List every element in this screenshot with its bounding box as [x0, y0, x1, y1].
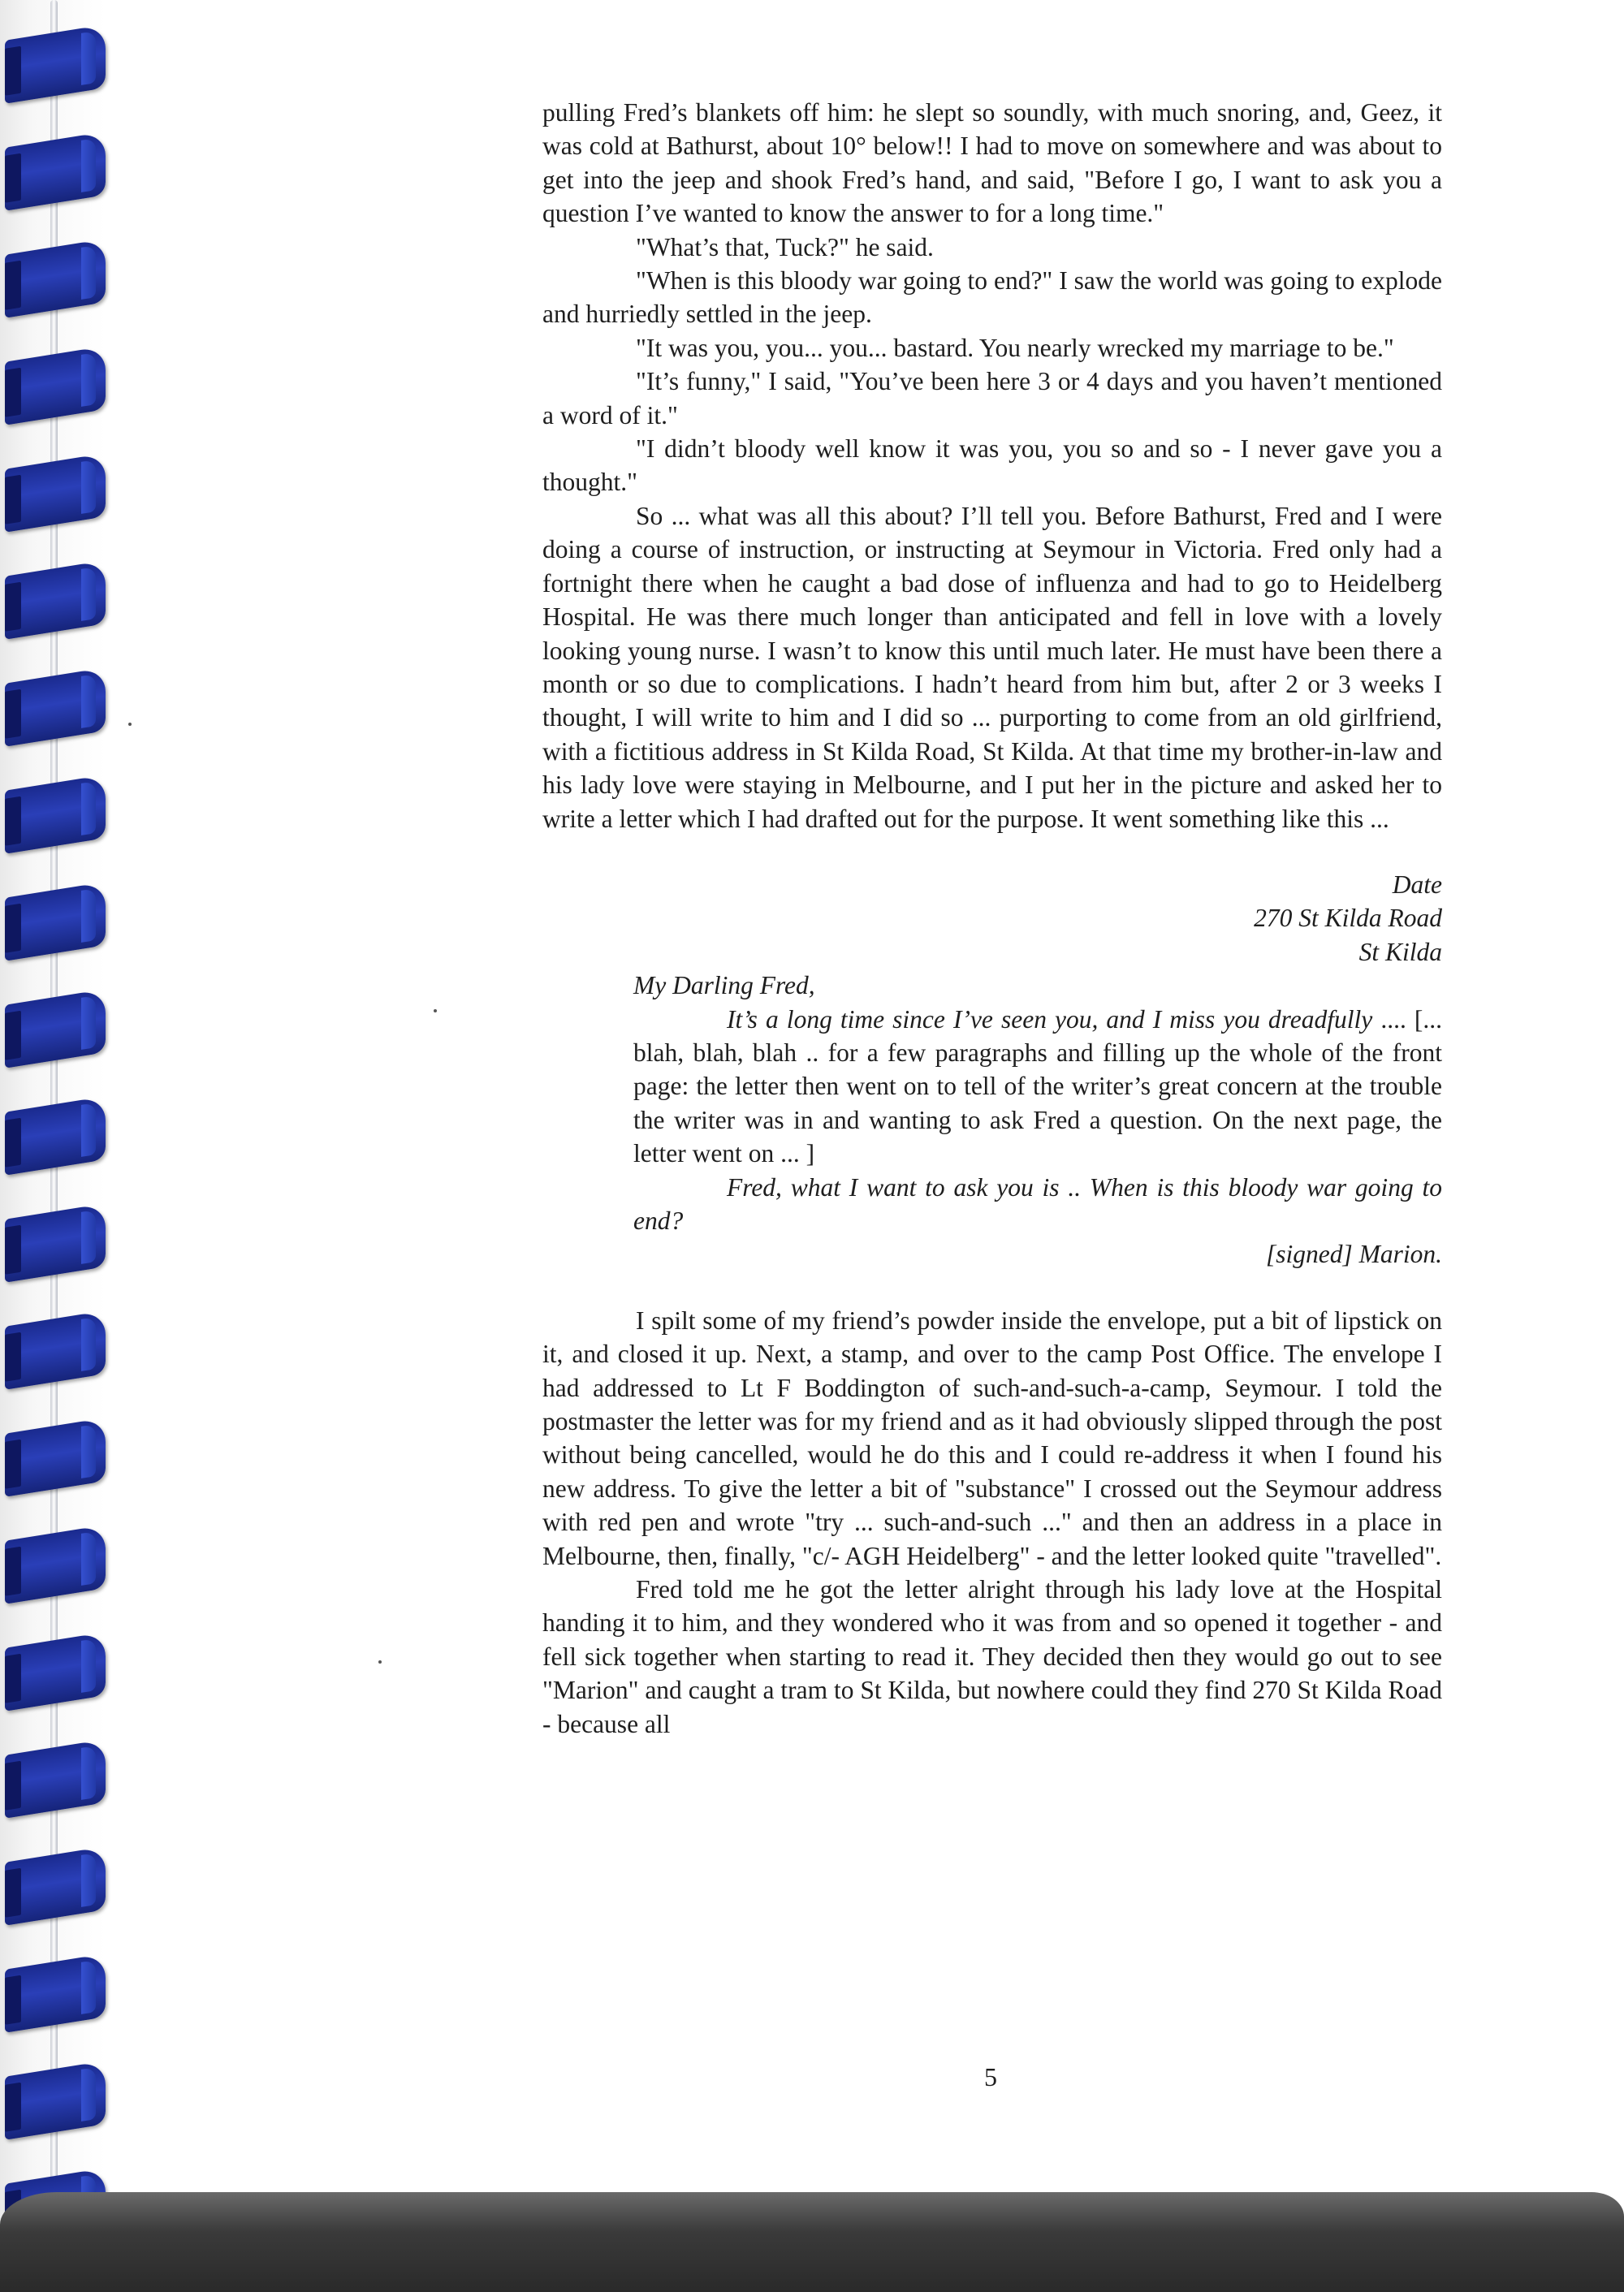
- letter-body-note: .... [... blah, blah, blah .. for a few paragraphs and filling up the whole of the front page: the letter then went on to tell of the writer’s great concern at the trouble the writer was in and wanting to ask Fred a question. On the next page, the letter went on ... ]: [633, 1004, 1442, 1168]
- binding-coil: [5, 1203, 106, 1283]
- binding-coil: [5, 1632, 106, 1711]
- binding-coil: [5, 239, 106, 318]
- binding-coil: [5, 453, 106, 533]
- paragraph: Fred told me he got the letter alright through his lady love at the Hospital handing it to him, and they wondered who it was from and so opened it together - and fell sick together when starting to read it. They decided then they would go out to see "Marion" and caught a tram to St Kilda, but nowhere could they find 270 St Kilda Road - because all: [542, 1575, 1442, 1738]
- paragraph: "When is this bloody war going to end?" I saw the world was going to explode and hurriedly settled in the jeep.: [542, 266, 1442, 329]
- binding-coil: [5, 1739, 106, 1819]
- binding-coil: [5, 1096, 106, 1176]
- binding-coil: [5, 560, 106, 640]
- letter-question: Fred, what I want to ask you is .. When is this bloody war going to end?: [633, 1172, 1442, 1235]
- paragraph: pulling Fred’s blankets off him: he slept so soundly, with much snoring, and, Geez, it was cold at Bathurst, about 10° below!! I had to move on somewhere and was about to get into the jeep and shook Fred’s hand, and said, "Before I go, I want to ask you a question I’ve wanted to know the answer to for a long time.": [542, 98, 1442, 228]
- binding-coil: [5, 2061, 106, 2140]
- letter-body-block: [633, 969, 1442, 1271]
- spiral-binding: [0, 0, 122, 2292]
- paragraph: I spilt some of my friend’s powder inside the envelope, put a bit of lipstick on it, and closed it up. Next, a stamp, and over to the camp Post Office. The envelope I had addressed to Lt F Boddington of such-and-such-a-camp, Seymour. I told the postmaster the letter was for my friend and as it had obviously slipped through the post without being cancelled, would he do this and I could re-address it when I found his new address. To give the letter a bit of "substance" I crossed out the Seymour address with red pen and wrote "try ... such-and-such ..." and then an address in a place in Melbourne, then, finally, "c/- AGH Heidelberg" - and the letter looked quite "travelled".: [542, 1306, 1442, 1570]
- binding-coil: [5, 1953, 106, 2033]
- binding-coil: [5, 989, 106, 1068]
- binding-coil: [5, 775, 106, 854]
- binding-coil: [5, 346, 106, 425]
- paper-speck: [378, 1660, 382, 1664]
- page-number: 5: [984, 2062, 997, 2091]
- binding-coil: [5, 667, 106, 747]
- letter-body-italic: It’s a long time since I’ve seen you, and I miss you dreadfully: [727, 1004, 1373, 1034]
- paragraph: "I didn’t bloody well know it was you, you so and so - I never gave you a thought.": [542, 434, 1442, 497]
- paper-speck: [434, 1009, 437, 1012]
- letter-salutation: My Darling Fred,: [633, 971, 815, 1000]
- letter-date: Date: [1392, 870, 1442, 899]
- letter-signature: [signed] Marion.: [1265, 1240, 1442, 1269]
- letter-address-line: 270 St Kilda Road: [1254, 904, 1442, 933]
- binding-coil: [5, 1525, 106, 1604]
- paragraph: "It was you, you... you... bastard. You nearly wrecked my marriage to be.": [636, 333, 1394, 362]
- paragraph: So ... what was all this about? I’ll tell you. Before Bathurst, Fred and I were doing a course of instruction, or instructing at Seymour in Victoria. Fred only had a fortnight there when he caught a bad dose of influenza and had to go to Heidelberg Hospital. He was there much longer than anticipated and fell in love with a lovely looking young nurse. I wasn’t to know this until much later. He must have been there a month or so due to complications. I hadn’t heard from him but, after 2 or 3 weeks I thought, I will write to him and I did so ... purporting to come from an old girlfriend, with a fictitious address in St Kilda Road, St Kilda. At that time my brother-in-law and his lady love were staying in Melbourne, and I put her in the picture and asked her to write a letter which I had drafted out for the purpose. It went something like this ...: [542, 501, 1442, 833]
- table-edge-shadow: [0, 2192, 1624, 2292]
- letter-address-line: St Kilda: [1358, 937, 1442, 966]
- binding-coil: [5, 882, 106, 961]
- quoted-letter: [542, 868, 1442, 1271]
- binding-coil: [5, 1846, 106, 1926]
- body-text: [542, 96, 1442, 1741]
- paper-speck: [128, 723, 132, 726]
- letter-body: [633, 1003, 1442, 1171]
- paragraph: "What’s that, Tuck?" he said.: [636, 232, 934, 261]
- binding-coil: [5, 1310, 106, 1390]
- binding-coil: [5, 24, 106, 104]
- binding-coil: [5, 1418, 106, 1497]
- spacer: [542, 835, 1442, 868]
- binding-coil: [5, 132, 106, 211]
- paragraph: "It’s funny," I said, "You’ve been here 3 or 4 days and you haven’t mentioned a word of it.": [542, 367, 1442, 429]
- spacer: [542, 1271, 1442, 1304]
